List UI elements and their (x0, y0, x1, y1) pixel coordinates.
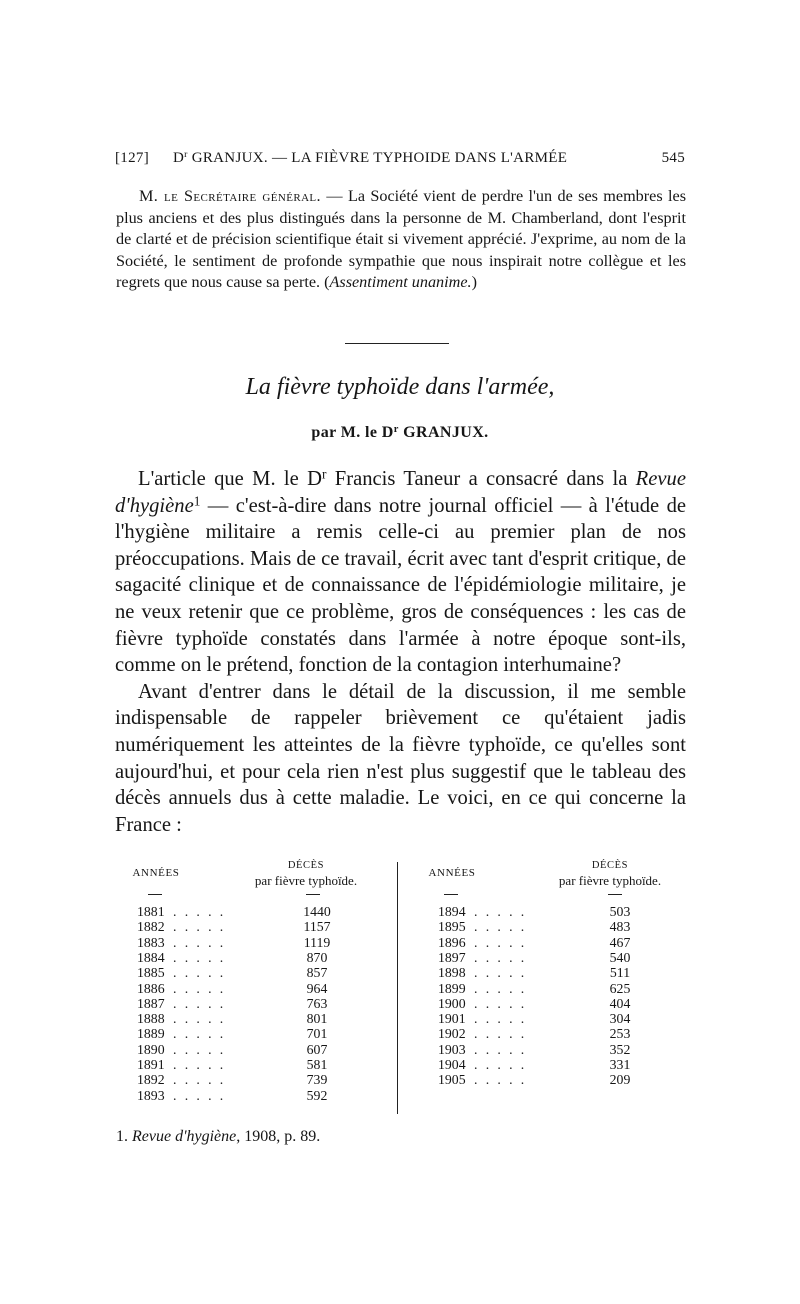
year-cell: 1900 (438, 995, 466, 1011)
paragraph-2: Avant d'entrer dans le détail de la discussion, il me semble indispensable de rappeler brièvement ce qu'étaient jadis numériquement les atteintes de la fièvre typhoïde, ce qu'elles sont aujourd'hui, et pour cela rien n'est plus suggestif que le tableau des décès annuels dus à cette maladie. Le voici, en ce qui concerne la France : (115, 680, 686, 836)
leader-dots: . . . . . (173, 1072, 226, 1088)
table-row (438, 965, 698, 981)
leader-dots: . . . . . (173, 1057, 226, 1072)
table-row (137, 1026, 397, 1042)
year-cell: 1896 (438, 934, 466, 950)
page-number: 545 (661, 150, 685, 166)
header-deaths-right: DÉCÈS par fièvre typhoïde. (558, 860, 662, 888)
year-cell: 1886 (137, 980, 165, 996)
leader-dots: . . . . . (173, 1041, 226, 1057)
table-row (137, 904, 397, 920)
leader-dots: . . . . . (474, 919, 527, 935)
byline: par M. le $D^r$ GRANJUX. (311, 423, 489, 441)
leader-dots: . . . . . (173, 1026, 226, 1042)
article-body (115, 466, 686, 838)
year-cell: 1888 (137, 1011, 165, 1027)
deaths-cell: 701 (306, 1026, 328, 1042)
deaths-cell: 870 (306, 949, 328, 965)
deaths-cell: 1157 (303, 919, 331, 935)
year-cell: 1883 (137, 934, 165, 950)
table-row (137, 950, 397, 966)
leader-dots: . . . . . (173, 965, 226, 981)
table-row (137, 919, 397, 935)
table-row (137, 1088, 397, 1104)
footnote: 1. Revue d'hygiène, 1908, p. 89. (116, 1128, 321, 1145)
footnote-ref: 1 (193, 492, 201, 508)
deaths-cell: 352 (609, 1041, 631, 1057)
deaths-cell: 483 (609, 919, 631, 935)
leader-dots: . . . . . (474, 949, 527, 965)
header-years-right: ANNÉES (428, 867, 476, 879)
leader-dots: . . . . . (474, 995, 527, 1011)
header-deaths-left: DÉCÈS par fièvre typhoïde. (254, 860, 358, 888)
header-dash (608, 894, 622, 895)
year-cell: 1904 (438, 1057, 466, 1072)
table-row (438, 1072, 698, 1088)
deaths-cell: 763 (306, 995, 328, 1011)
leader-dots: . . . . . (474, 1041, 527, 1057)
deaths-cell: 404 (609, 995, 631, 1011)
leader-dots: . . . . . (173, 904, 226, 919)
column-divider (397, 862, 398, 1114)
article-title: La fièvre typhoïde dans l'armée, (245, 374, 555, 400)
leader-dots: . . . . . (474, 904, 527, 919)
deaths-cell: 253 (609, 1026, 631, 1042)
deaths-cell: 857 (306, 965, 328, 981)
year-cell: 1890 (137, 1041, 165, 1057)
table-row (438, 950, 698, 966)
header-dash (444, 894, 458, 895)
leader-dots: . . . . . (173, 995, 226, 1011)
year-cell: 1902 (438, 1026, 466, 1042)
journal-name: Revue d'hygiène (115, 468, 686, 517)
year-cell: 1899 (438, 980, 466, 996)
table-row (438, 919, 698, 935)
running-title: $D^r$ GRANJUX. — LA FIÈVRE TYPHOIDE DANS L'ARMÉE (173, 149, 568, 166)
paragraph-1: L'article que M. le $D^r$ Francis Taneur a consacré dans la Revue d'hygiène$^1$ — c'est-à-dire dans notre journal officiel — à l'étude de l'hygiène militaire a remis celle-ci au premier plan de nos préoccupations. Mais de ce travail, écrit avec tant d'esprit critique, de sagacité clinique et de connaissance de l'épidémiologie militaire, je ne veux retenir que ce problème, gros de conséquences : les cas de fièvre typhoïde constatés dans l'armée à notre époque sont-ils, comme on le prétend, fonction de la contagion interhumaine? (115, 466, 686, 677)
header-dash (148, 894, 162, 895)
table-row (137, 1057, 397, 1073)
year-cell: 1901 (438, 1011, 466, 1027)
year-cell: 1897 (438, 949, 466, 965)
leader-dots: . . . . . (474, 1057, 527, 1072)
section-divider (345, 343, 449, 344)
year-cell: 1898 (438, 965, 466, 981)
page-reference: [127] (115, 150, 149, 166)
table-row (438, 904, 698, 920)
intro-paragraph: M. le Secrétaire général. — La Société vient de perdre l'un de ses membres les plus anciens et des plus distingués dans la personne de M. Chamberland, dont l'esprit de clarté et de précision scientifique était si vivement apprécié. J'exprime, au nom de la Société, le sentiment de profonde sympathie que nous inspirait notre collègue et les regrets que nous cause sa perte. (Assentiment unanime.) (116, 187, 686, 291)
deaths-cell: 964 (306, 980, 328, 996)
header-dash (306, 894, 320, 895)
deaths-cell: 607 (306, 1041, 328, 1057)
deaths-cell: 739 (306, 1072, 328, 1088)
header-years-left: ANNÉES (132, 867, 180, 879)
leader-dots: . . . . . (474, 934, 527, 950)
table-row (137, 1042, 397, 1058)
table-row (438, 981, 698, 997)
year-cell: 1905 (438, 1072, 466, 1088)
leader-dots: . . . . . (173, 980, 226, 996)
year-cell: 1894 (438, 904, 466, 919)
table-row (438, 935, 698, 951)
leader-dots: . . . . . (474, 1026, 527, 1042)
leader-dots: . . . . . (474, 1011, 527, 1027)
table-row (438, 1057, 698, 1073)
leader-dots: . . . . . (173, 1087, 226, 1103)
year-cell: 1903 (438, 1041, 466, 1057)
speaker: M. le Secrétaire général. (139, 187, 321, 205)
year-cell: 1895 (438, 919, 466, 935)
deaths-cell: 209 (609, 1072, 631, 1088)
table-row (438, 1042, 698, 1058)
deaths-cell: 511 (609, 965, 631, 981)
leader-dots: . . . . . (173, 919, 226, 935)
table-row (137, 1011, 397, 1027)
deaths-cell: 1119 (303, 934, 331, 950)
year-cell: 1893 (137, 1087, 165, 1103)
leader-dots: . . . . . (474, 965, 527, 981)
table-row (137, 965, 397, 981)
table-row (438, 996, 698, 1012)
deaths-cell: 581 (306, 1057, 328, 1072)
deaths-cell: 625 (609, 980, 631, 996)
year-cell: 1891 (137, 1057, 165, 1072)
leader-dots: . . . . . (173, 1011, 226, 1027)
table-row (438, 1011, 698, 1027)
deaths-cell: 304 (609, 1011, 631, 1027)
table-row (137, 981, 397, 997)
year-cell: 1889 (137, 1026, 165, 1042)
year-cell: 1882 (137, 919, 165, 935)
year-cell: 1881 (137, 904, 165, 919)
leader-dots: . . . . . (173, 934, 226, 950)
table-row (438, 1026, 698, 1042)
deaths-cell: 503 (609, 904, 631, 919)
year-cell: 1884 (137, 949, 165, 965)
leader-dots: . . . . . (474, 1072, 527, 1088)
deaths-cell: 331 (609, 1057, 631, 1072)
year-cell: 1887 (137, 995, 165, 1011)
leader-dots: . . . . . (173, 949, 226, 965)
table-row (137, 1072, 397, 1088)
year-cell: 1885 (137, 965, 165, 981)
table-row (137, 935, 397, 951)
running-head (115, 150, 685, 174)
deaths-cell: 540 (609, 949, 631, 965)
year-cell: 1892 (137, 1072, 165, 1088)
table-row (137, 996, 397, 1012)
deaths-cell: 592 (306, 1087, 328, 1103)
deaths-cell: 467 (609, 934, 631, 950)
deaths-cell: 1440 (303, 904, 331, 919)
deaths-cell: 801 (306, 1011, 328, 1027)
leader-dots: . . . . . (474, 980, 527, 996)
